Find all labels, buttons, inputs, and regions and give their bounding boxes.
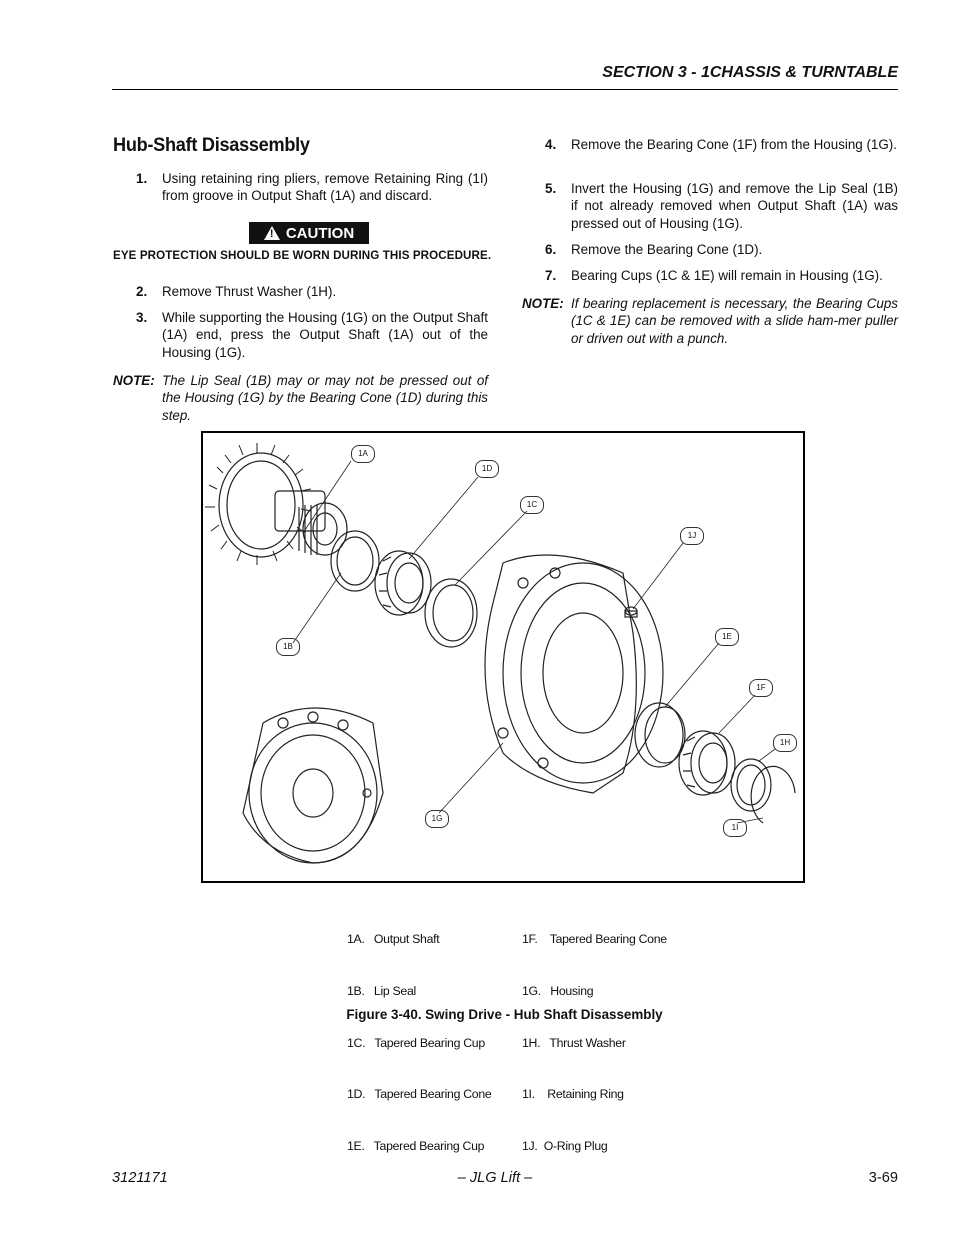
page-number: 3-69 [868, 1170, 898, 1186]
bearing-cup-1e [635, 703, 685, 767]
legend-item: 1G. Housing [522, 984, 594, 999]
bearing-cone-1f [679, 731, 735, 795]
step-number: 6. [545, 242, 557, 257]
doc-number: 3121171 [112, 1170, 168, 1186]
caution-label: CAUTION [285, 224, 355, 242]
callout-1a: 1A [351, 445, 375, 463]
note-text: If bearing replacement is necessary, the Bearing Cups (1C & 1E) can be removed with a slide ham-mer puller or driven out with a punch. [571, 296, 898, 346]
step-7 [545, 267, 898, 284]
step-number: 5. [545, 181, 557, 196]
bearing-cone-1d [375, 551, 431, 615]
callout-1g: 1G [425, 810, 449, 828]
callout-1i: 1I [723, 819, 747, 837]
step-number: 1. [136, 171, 148, 186]
retaining-ring [751, 766, 795, 823]
o-ring-plug [625, 607, 637, 617]
step-text: Remove the Bearing Cone (1D). [571, 242, 763, 257]
footer-center: – JLG Lift – [457, 1170, 533, 1186]
step-text: Remove the Bearing Cone (1F) from the Housing (1G). [571, 137, 897, 152]
note-label: NOTE: [522, 296, 564, 311]
legend-item: 1F. Tapered Bearing Cone [522, 932, 667, 947]
caution-badge [249, 222, 369, 244]
callout-1f: 1F [749, 679, 773, 697]
housing [485, 555, 663, 793]
legend-item: 1A. Output Shaft [347, 932, 440, 947]
step-text: Using retaining ring pliers, remove Retaining Ring (1I) from groove in Output Shaft (1A) and discard. [162, 171, 488, 204]
note-text: The Lip Seal (1B) may or may not be pressed out of the Housing (1G) by the Bearing Cone (1D) during this step. [162, 373, 488, 423]
step-text: Bearing Cups (1C & 1E) will remain in Housing (1G). [571, 268, 883, 283]
legend-item: 1B. Lip Seal [347, 984, 416, 999]
callout-1c: 1C [520, 496, 544, 514]
step-number: 7. [545, 268, 557, 283]
callout-1h: 1H [773, 734, 797, 752]
step-text: Remove Thrust Washer (1H). [162, 284, 337, 299]
warning-icon: ! [264, 226, 280, 240]
thrust-washer [731, 759, 771, 811]
step-number: 3. [136, 310, 148, 325]
note-label: NOTE: [113, 373, 155, 388]
output-shaft-gear [205, 443, 347, 565]
callout-1j: 1J [680, 527, 704, 545]
legend-item: 1C. Tapered Bearing Cup [347, 1035, 485, 1050]
step-1 [136, 170, 488, 205]
step-4 [545, 136, 898, 153]
legend-item: 1H. Thrust Washer [522, 1035, 626, 1050]
step-6 [545, 241, 898, 258]
step-number: 4. [545, 137, 557, 152]
callout-1e: 1E [715, 628, 739, 646]
legend-item: 1J. O-Ring Plug [522, 1138, 608, 1153]
legend-right [522, 897, 667, 1172]
legend-left [347, 897, 491, 1172]
figure-caption: Figure 3-40. Swing Drive - Hub Shaft Disassembly [346, 1007, 663, 1022]
callout-1d: 1D [475, 460, 499, 478]
housing-rear-view [243, 708, 383, 863]
leader-lines [293, 461, 775, 823]
step-5 [545, 180, 898, 232]
legend-item: 1E. Tapered Bearing Cup [347, 1138, 485, 1153]
caution-text: EYE PROTECTION SHOULD BE WORN DURING THIS PROCEDURE. [113, 249, 492, 262]
exploded-view-drawing [203, 433, 803, 881]
bearing-cup-1c [425, 579, 477, 647]
note-left [113, 372, 488, 424]
legend-item: 1D. Tapered Bearing Cone [347, 1087, 492, 1102]
step-number: 2. [136, 284, 148, 299]
legend-item: 1I. Retaining Ring [522, 1087, 624, 1102]
step-text: While supporting the Housing (1G) on the Output Shaft (1A) end, press the Output Shaft (1A) out of the Housing (1G). [162, 310, 488, 360]
section-header: SECTION 3 - 1CHASSIS & TURNTABLE [602, 64, 898, 81]
callout-1b: 1B [276, 638, 300, 656]
step-text: Invert the Housing (1G) and remove the Lip Seal (1B) if not already removed when Output Shaft (1A) was pressed out of Housing (1G). [571, 181, 898, 231]
note-right [522, 295, 898, 347]
exploded-view-figure [201, 431, 805, 883]
page-title: Hub-Shaft Disassembly [113, 134, 310, 156]
header-rule [112, 89, 898, 90]
step-2 [136, 283, 488, 300]
lip-seal [331, 531, 379, 591]
step-3 [136, 309, 488, 361]
